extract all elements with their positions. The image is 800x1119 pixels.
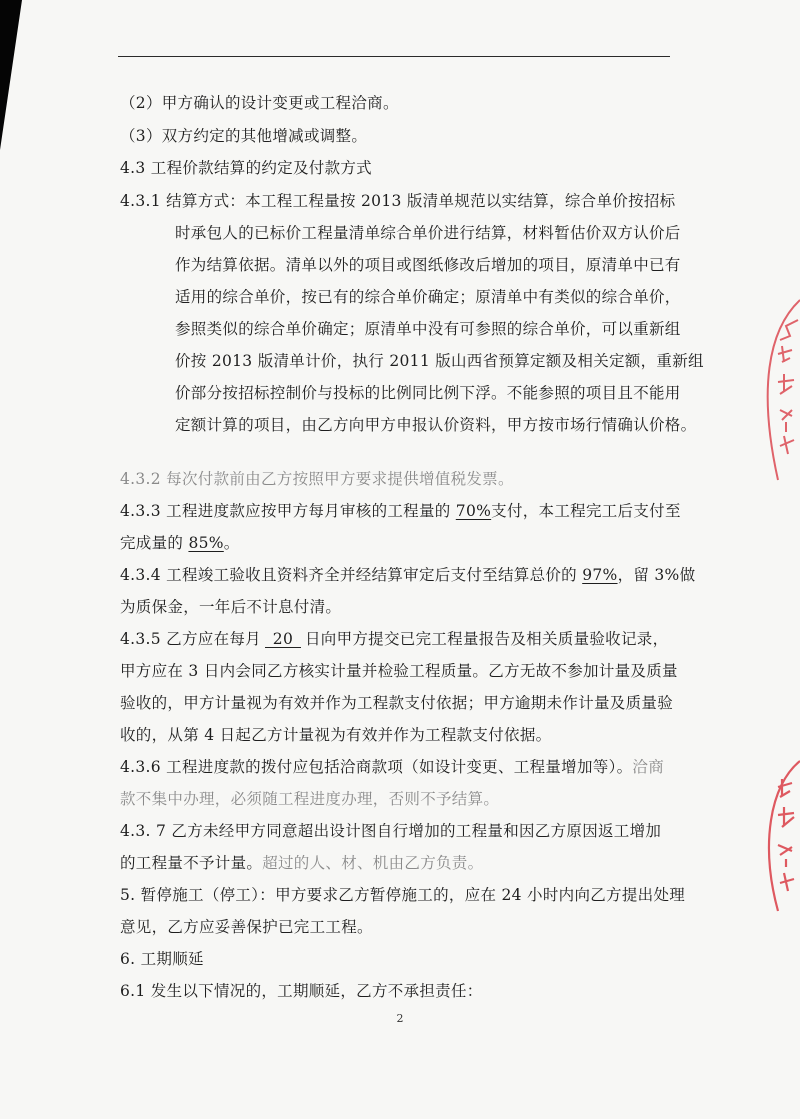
section-4-3-6-line1 xyxy=(120,755,664,777)
section-6-1: 6.1 发生以下情况的，工期顺延，乙方不承担责任： xyxy=(120,982,483,1000)
section-4-3-5-line: 验收的，甲方计量视为有效并作为工程款支付依据；甲方逾期未作计量及质量验 xyxy=(120,694,674,712)
header-rule xyxy=(118,56,670,57)
section-6-heading: 6. 工期顺延 xyxy=(120,950,204,968)
clause-3: （3）双方约定的其他增减或调整。 xyxy=(120,127,368,145)
percent-value: 70% xyxy=(455,502,492,520)
text-run: 4.3.6 工程进度款的拨付应包括洽商款项（如设计变更、工程量增加等）。 xyxy=(120,758,633,776)
section-4-3-1-line: 作为结算依据。清单以外的项目或图纸修改后增加的项目，原清单中已有 xyxy=(175,256,681,274)
text-run: 。 xyxy=(223,534,240,552)
section-4-3-7-line2 xyxy=(120,851,483,873)
section-4-3-5-line: 收的，从第 4 日起乙方计量视为有效并作为工程款支付依据。 xyxy=(120,726,552,744)
text-run: 4.3.3 工程进度款应按甲方每月审核的工程量的 xyxy=(120,502,456,520)
section-4-3-1-line: 4.3.1 结算方式：本工程工程量按 2013 版清单规范以实结算，综合单价按招标 xyxy=(120,192,676,210)
section-4-3-3-line2 xyxy=(120,531,240,553)
section-5-line1: 5. 暂停施工（停工）：甲方要求乙方暂停施工的，应在 24 小时内向乙方提出处理 xyxy=(120,886,686,904)
section-4-3-7-line1: 4.3. 7 乙方未经甲方同意超出设计图自行增加的工程量和因乙方原因返工增加 xyxy=(120,822,662,840)
text-run: 洽商 xyxy=(632,758,665,776)
clause-2: （2）甲方确认的设计变更或工程洽商。 xyxy=(120,94,399,112)
section-4-3-1-line: 时承包人的已标价工程量清单综合单价进行结算，材料暂估价双方认价后 xyxy=(175,224,681,242)
text-run: 完成量的 xyxy=(120,534,189,552)
text-run: 4.3.5 乙方应在每月 xyxy=(120,630,261,648)
seal-stamp-bottom-icon xyxy=(752,755,800,915)
section-4-3-2: 4.3.2 每次付款前由乙方按照甲方要求提供增值税发票。 xyxy=(120,470,514,488)
black-corner xyxy=(0,0,22,150)
section-4-3-6-line2: 款不集中办理，必须随工程进度办理，否则不予结算。 xyxy=(120,790,500,808)
text-run: 的工程量不予计量。 xyxy=(120,854,263,872)
section-4-3-1-line: 价按 2013 版清单计价，执行 2011 版山西省预算定额及相关定额，重新组 xyxy=(175,352,704,370)
section-4-3-1-line: 适用的综合单价，按已有的综合单价确定；原清单中有类似的综合单价， xyxy=(175,288,681,306)
section-4-3-1-line: 参照类似的综合单价确定；原清单中没有可参照的综合单价，可以重新组 xyxy=(175,320,681,338)
page-number: 2 xyxy=(396,1012,404,1025)
percent-value: 97% xyxy=(582,566,618,584)
section-4-3-1-line: 价部分按招标控制价与投标的比例同比例下浮。不能参照的项目且不能用 xyxy=(175,384,681,402)
text-run: 4.3.4 工程竣工验收且资料齐全并经结算审定后支付至结算总价的 xyxy=(120,566,583,584)
section-4-3-5-line1 xyxy=(120,627,668,649)
text-run: 超过的人、材、机由乙方负责。 xyxy=(262,854,484,872)
section-4-3-4-line2: 为质保金，一年后不计息付清。 xyxy=(120,598,342,616)
section-4-3-3-line1 xyxy=(120,499,681,521)
seal-stamp-top-icon xyxy=(748,290,800,490)
section-4-3-4-line1 xyxy=(120,563,695,585)
day-blank: 20 xyxy=(265,631,301,648)
section-4-3-1-line: 定额计算的项目，由乙方向甲方申报认价资料，甲方按市场行情确认价格。 xyxy=(175,416,697,434)
text-run: 日向甲方提交已完工程量报告及相关质量验收记录， xyxy=(304,630,669,648)
section-5-line2: 意见，乙方应妥善保护已完工工程。 xyxy=(120,918,373,936)
text-run: 支付，本工程完工后支付至 xyxy=(491,502,681,520)
section-4-3-5-line: 甲方应在 3 日内会同乙方核实计量并检验工程质量。乙方无故不参加计量及质量 xyxy=(120,662,678,680)
text-run: ，留 3%做 xyxy=(617,566,696,584)
section-4-3-heading: 4.3 工程价款结算的约定及付款方式 xyxy=(120,159,372,177)
percent-value: 85% xyxy=(188,534,224,552)
